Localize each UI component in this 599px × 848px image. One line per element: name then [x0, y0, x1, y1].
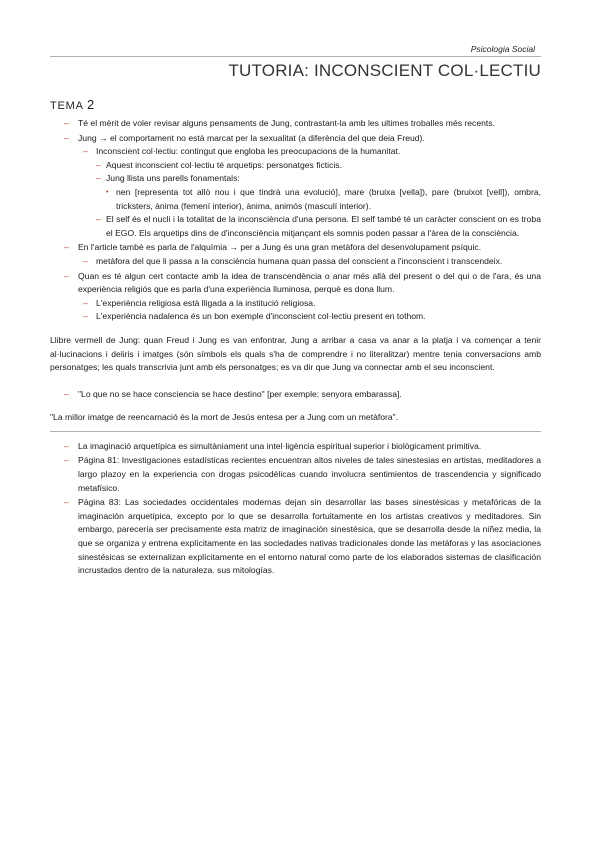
- list-item-text: Jung → el comportament no està marcat per la sexualitat (a diferència del que deia Freud).: [78, 132, 425, 143]
- list-item-text: Quan es té algun cert contacte amb la idea de transcendència o anar més allà del present o del qui o de l'ara, és una experiència religiós que es parla d'una experiència lluminosa, perquè es dona llum.: [78, 270, 541, 295]
- document-body: [50, 117, 541, 579]
- list-item: • nen [representa tot allò nou i que tindrà una evolució], mare (bruixa [vella]), pare (bruixot [vell]), ombra, tricksters, ànima (femení interior), ànima, animós (masculí interior).: [106, 186, 541, 213]
- section-label: TEMA: [50, 100, 84, 112]
- list-item-text: En l'article també es parla de l'alquímia → per a Jung és una gran metàfora del desenvolupament psíquic.: [78, 242, 482, 253]
- list-item: – L'experiència nadalenca és un bon exemple d'inconscient col·lectiu present en tothom.: [78, 310, 541, 324]
- section-divider: [50, 431, 541, 432]
- sub-list: [78, 297, 541, 324]
- page-title: TUTORIA: INCONSCIENT COL·LECTIU: [228, 61, 541, 80]
- sub-list: [106, 186, 541, 213]
- list-item-text: Inconscient col·lectiu: contingut que engloba les preocupacions de la humanitat.: [96, 146, 401, 157]
- quote-paragraph: "La millor imatge de reencarnació és la mort de Jesús entesa per a Jung com un metàfora".: [50, 412, 399, 423]
- list-item-text: Jung llista uns parells fonamentals:: [106, 173, 240, 184]
- list-item: – Aquest inconscient col·lectiu té arquetips: personatges ficticis.: [96, 159, 541, 173]
- list-item: – metàfora del que li passa a la consciència humana quan passa del conscient a l'inconscient i transcendeix.: [78, 255, 541, 269]
- list-item: [78, 145, 541, 240]
- header-rule: [50, 56, 541, 57]
- list-item: [50, 241, 541, 268]
- list-item: [96, 172, 541, 213]
- list-item: – "Lo que no se hace consciencia se hace destino" [per exemple: senyora embarassa].: [50, 388, 541, 402]
- header-subject: Psicologia Social: [470, 44, 535, 54]
- sub-list: [78, 145, 541, 240]
- list-item: – El self és el nucli i la totalitat de la inconsciència d'una persona. El self també té un caràcter conscient on es troba el EGO. Els arquetips dins de d'inconsciència mitjançant els somnis poden passar a l'àrea de la consciència.: [96, 213, 541, 240]
- list-item: [50, 132, 541, 241]
- main-list: [50, 117, 541, 324]
- section-heading: [50, 97, 95, 112]
- list-item: [50, 270, 541, 324]
- list-item: – La imaginació arquetípica es simultàniament una intel·ligència espiritual superior i biològicament primitiva.: [50, 440, 541, 454]
- notes-list: [50, 440, 541, 578]
- sub-list: [96, 159, 541, 241]
- list-item: – Página 83: Las sociedades occidentales modernas dejan sin desarrollar las bases sinestésicas y metafóricas de la imaginación arquetípica, excepto por lo que se desarrolla fortuitamente en los artistas creativos y meditadores. Sin embargo, parecería ser precisamente esta matriz de imaginación sinestésica, que se desarrolla desde la niñez media, la que se organiza y entrena explícitamente en las sociedades nativas tradicionales donde las metáforas y las asociaciones sinestésicas se externalizan explícitamente en el entorno natural como parte de los elaborados sistemas de clasificación incrustados dentro de la naturaleza. sus mitologías.: [50, 496, 541, 578]
- sub-list: [78, 255, 541, 269]
- quote-list: [50, 388, 541, 402]
- list-item: – L'experiència religiosa està lligada a la institució religiosa.: [78, 297, 541, 311]
- section-number: 2: [87, 97, 96, 112]
- list-item: – Té el mèrit de voler revisar alguns pensaments de Jung, contrastant-la amb les ultimes troballes més recents.: [50, 117, 541, 131]
- list-item: – Página 81: Investigaciones estadísticas recientes encuentran altos niveles de tales sinestesias en artistas, meditadores a largo plazoy en la experiencia con drogas psicodélicas cuando involucra sentimientos de trascendencia y significado metafísico.: [50, 454, 541, 495]
- llibre-vermell-paragraph: Llibre vermell de Jung: quan Freud i Jung es van enfontrar, Jung a arribar a casa va anar a la platja i va començar a tenir al·lucinacions i deliris i imatges (són símbols els quals s'ha de comprendre i no literalitzar) mentre tenia conversacions amb personatges; les quals transcrivia junt amb els personatges; es va dir que Jung va connectar amb el seu inconscient.: [50, 334, 541, 373]
